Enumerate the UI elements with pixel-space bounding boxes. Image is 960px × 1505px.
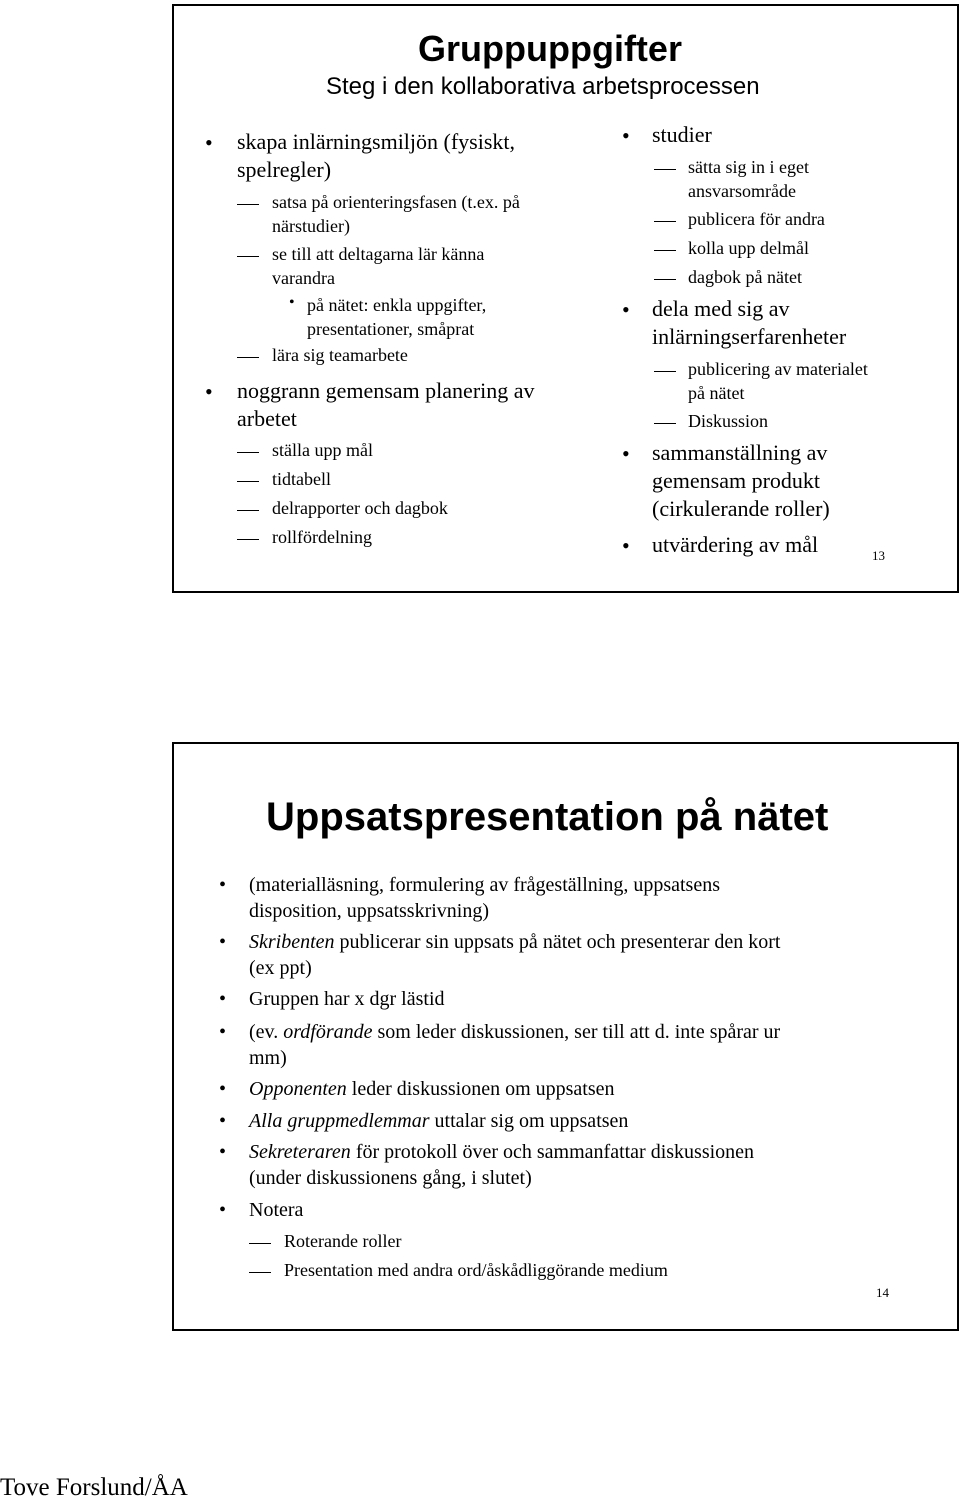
dash bbox=[237, 452, 259, 453]
dash bbox=[654, 371, 676, 372]
list-item: på nätet bbox=[688, 383, 745, 403]
bullet: • bbox=[219, 874, 227, 896]
list-item: inlärningserfarenheter bbox=[652, 324, 847, 349]
slide-14-title: Uppsatspresentation på nätet bbox=[266, 795, 829, 839]
bullet: • bbox=[219, 1199, 227, 1221]
role-name: Opponenten bbox=[249, 1078, 347, 1100]
list-item: dela med sig av bbox=[652, 296, 790, 321]
list-item bbox=[249, 931, 780, 954]
list-item: tidtabell bbox=[272, 469, 331, 489]
bullet: • bbox=[622, 297, 630, 322]
list-item: delrapporter och dagbok bbox=[272, 498, 448, 518]
list-item: mm) bbox=[249, 1047, 287, 1069]
dash bbox=[237, 256, 259, 257]
dash bbox=[654, 169, 676, 170]
list-item: publicera för andra bbox=[688, 209, 825, 229]
list-item: på nätet: enkla uppgifter, bbox=[307, 295, 487, 315]
list-item bbox=[249, 1110, 628, 1133]
list-item: skapa inlärningsmiljön (fysiskt, bbox=[237, 129, 516, 154]
text: leder diskussionen om uppsatsen bbox=[346, 1078, 615, 1100]
bullet: • bbox=[289, 294, 295, 311]
list-item: Notera bbox=[249, 1199, 304, 1221]
footer-author: Tove Forslund/ÅA bbox=[0, 1474, 188, 1501]
list-item bbox=[249, 1141, 754, 1164]
list-item: disposition, uppsatsskrivning) bbox=[249, 900, 490, 922]
list-item: arbetet bbox=[237, 406, 297, 431]
text: som leder diskussionen, ser till att d. inte spårar ur bbox=[372, 1021, 781, 1043]
list-item bbox=[249, 1078, 615, 1101]
list-item: varandra bbox=[272, 268, 335, 288]
list-item: ställa upp mål bbox=[272, 440, 373, 460]
list-item: rollfördelning bbox=[272, 527, 372, 547]
list-item: ansvarsområde bbox=[688, 181, 796, 201]
slide-13-title: Gruppuppgifter bbox=[418, 28, 682, 69]
list-item: Gruppen har x dgr lästid bbox=[249, 988, 445, 1010]
text: uttalar sig om uppsatsen bbox=[429, 1110, 629, 1132]
list-item: noggrann gemensam planering av bbox=[237, 378, 535, 403]
list-item: satsa på orienteringsfasen (t.ex. på bbox=[272, 192, 520, 212]
page-number: 14 bbox=[876, 1285, 889, 1300]
bullet: • bbox=[205, 379, 213, 404]
dash bbox=[654, 250, 676, 251]
dash bbox=[654, 279, 676, 280]
list-item: sammanställning av bbox=[652, 440, 828, 465]
list-item: presentationer, småprat bbox=[307, 319, 475, 339]
list-item: (cirkulerande roller) bbox=[652, 496, 830, 521]
slide-13-subtitle: Steg i den kollaborativa arbetsprocessen bbox=[326, 73, 760, 100]
list-item: utvärdering av mål bbox=[652, 532, 819, 557]
list-item bbox=[249, 1021, 780, 1044]
list-item: gemensam produkt bbox=[652, 468, 821, 493]
dash bbox=[237, 510, 259, 511]
list-item: Presentation med andra ord/åskådliggörande medium bbox=[284, 1260, 668, 1280]
bullet: • bbox=[622, 533, 630, 558]
list-item: publicering av materialet bbox=[688, 359, 868, 379]
bullet: • bbox=[219, 1021, 227, 1043]
list-item: (materialläsning, formulering av frågeställning, uppsatsens bbox=[249, 874, 720, 896]
role-name: Alla gruppmedlemmar bbox=[249, 1110, 430, 1132]
text: för protokoll över och sammanfattar diskussionen bbox=[350, 1141, 755, 1163]
dash bbox=[237, 539, 259, 540]
role-name: Skribenten bbox=[249, 931, 335, 953]
list-item: studier bbox=[652, 122, 712, 147]
bullet: • bbox=[622, 441, 630, 466]
bullet: • bbox=[219, 1141, 227, 1163]
dash bbox=[654, 423, 676, 424]
list-item: dagbok på nätet bbox=[688, 267, 802, 287]
list-item: Roterande roller bbox=[284, 1231, 402, 1251]
list-item: spelregler) bbox=[237, 157, 332, 182]
text: (ev. bbox=[249, 1021, 284, 1043]
page-number: 13 bbox=[872, 548, 885, 563]
bullet: • bbox=[622, 123, 630, 148]
bullet: • bbox=[219, 931, 227, 953]
dash bbox=[249, 1243, 271, 1244]
role-name: Sekreteraren bbox=[249, 1141, 351, 1163]
bullet: • bbox=[219, 1110, 227, 1132]
bullet: • bbox=[219, 988, 227, 1010]
dash bbox=[249, 1272, 271, 1273]
bullet: • bbox=[205, 130, 213, 155]
dash bbox=[654, 221, 676, 222]
text: publicerar sin uppsats på nätet och presenterar den kort bbox=[334, 931, 781, 953]
list-item: Diskussion bbox=[688, 411, 769, 431]
bullet: • bbox=[219, 1078, 227, 1100]
dash bbox=[237, 481, 259, 482]
dash bbox=[237, 204, 259, 205]
list-item: sätta sig in i eget bbox=[688, 157, 809, 177]
role-name: ordförande bbox=[283, 1021, 373, 1043]
dash bbox=[237, 357, 259, 358]
list-item: se till att deltagarna lär känna bbox=[272, 244, 485, 264]
list-item: (under diskussionens gång, i slutet) bbox=[249, 1167, 532, 1189]
list-item: närstudier) bbox=[272, 216, 350, 236]
list-item: kolla upp delmål bbox=[688, 238, 809, 258]
list-item: lära sig teamarbete bbox=[272, 345, 408, 365]
list-item: (ex ppt) bbox=[249, 957, 312, 979]
